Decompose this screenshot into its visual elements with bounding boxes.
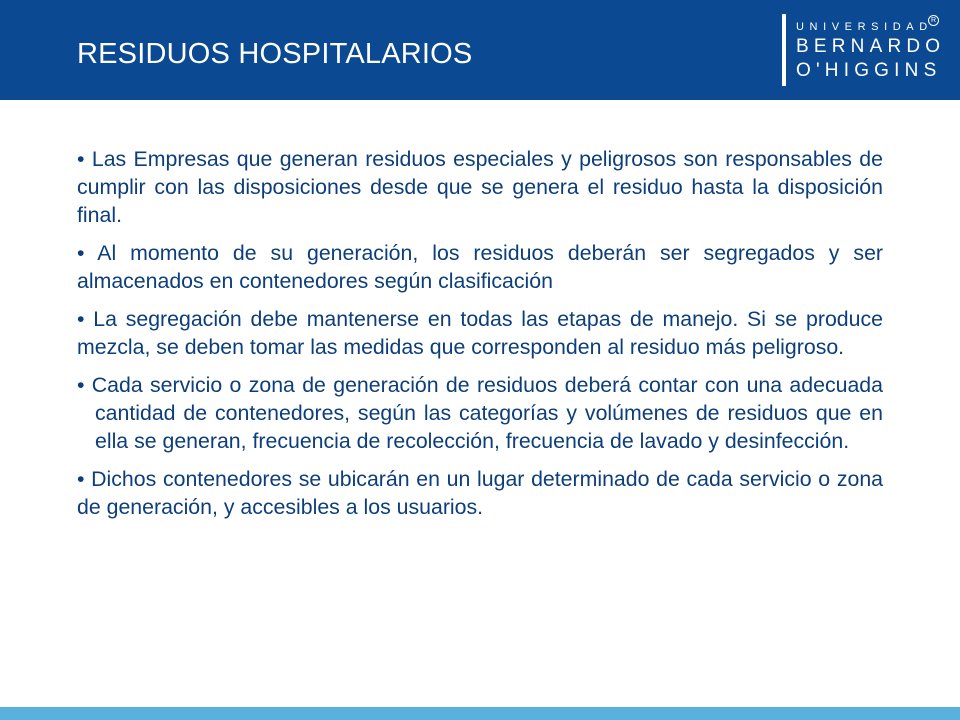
- paragraph-text: Al momento de su generación, los residuos deberán ser segregados y ser almacenados en contenedores según clasificación: [77, 241, 883, 293]
- bullet-icon: •: [77, 241, 85, 265]
- paragraph-text: Cada servicio o zona de generación de residuos deberá contar con una adecuada cantidad de contenedores, según las categorías y volúmenes de residuos que en ella se generan, frecuencia de recolección, frecuencia de lavado y desinfección.: [91, 373, 883, 453]
- registered-mark-icon: R: [928, 15, 939, 26]
- paragraph-text: La segregación debe mantenerse en todas las etapas de manejo. Si se produce mezcla, se deben tomar las medidas que corresponden al residuo más peligroso.: [77, 307, 883, 359]
- bullet-paragraph-1: [77, 145, 883, 229]
- bullet-paragraph-5: [77, 465, 883, 521]
- bullet-icon: •: [77, 373, 85, 397]
- bullet-paragraph-3: [77, 305, 883, 361]
- university-logo: [782, 12, 952, 88]
- logo-vertical-bar: [782, 14, 786, 86]
- slide-title: RESIDUOS HOSPITALARIOS: [77, 38, 473, 70]
- bullet-icon: •: [77, 147, 85, 171]
- paragraph-text: Las Empresas que generan residuos especiales y peligrosos son responsables de cumplir con las disposiciones desde que se genera el residuo hasta la disposición final.: [77, 147, 883, 227]
- slide-body: [77, 145, 883, 531]
- footer-accent-bar: [0, 707, 960, 720]
- logo-line-ohiggins: O'HIGGINS: [796, 60, 942, 81]
- bullet-paragraph-2: [77, 239, 883, 295]
- bullet-paragraph-4: [77, 371, 883, 455]
- bullet-icon: •: [77, 307, 85, 331]
- logo-line-universidad: UNIVERSIDAD: [796, 21, 933, 33]
- slide-header: [0, 0, 960, 100]
- logo-line-bernardo: BERNARDO: [796, 36, 946, 57]
- bullet-icon: •: [77, 467, 85, 491]
- paragraph-text: Dichos contenedores se ubicarán en un lugar determinado de cada servicio o zona de generación, y accesibles a los usuarios.: [77, 467, 884, 519]
